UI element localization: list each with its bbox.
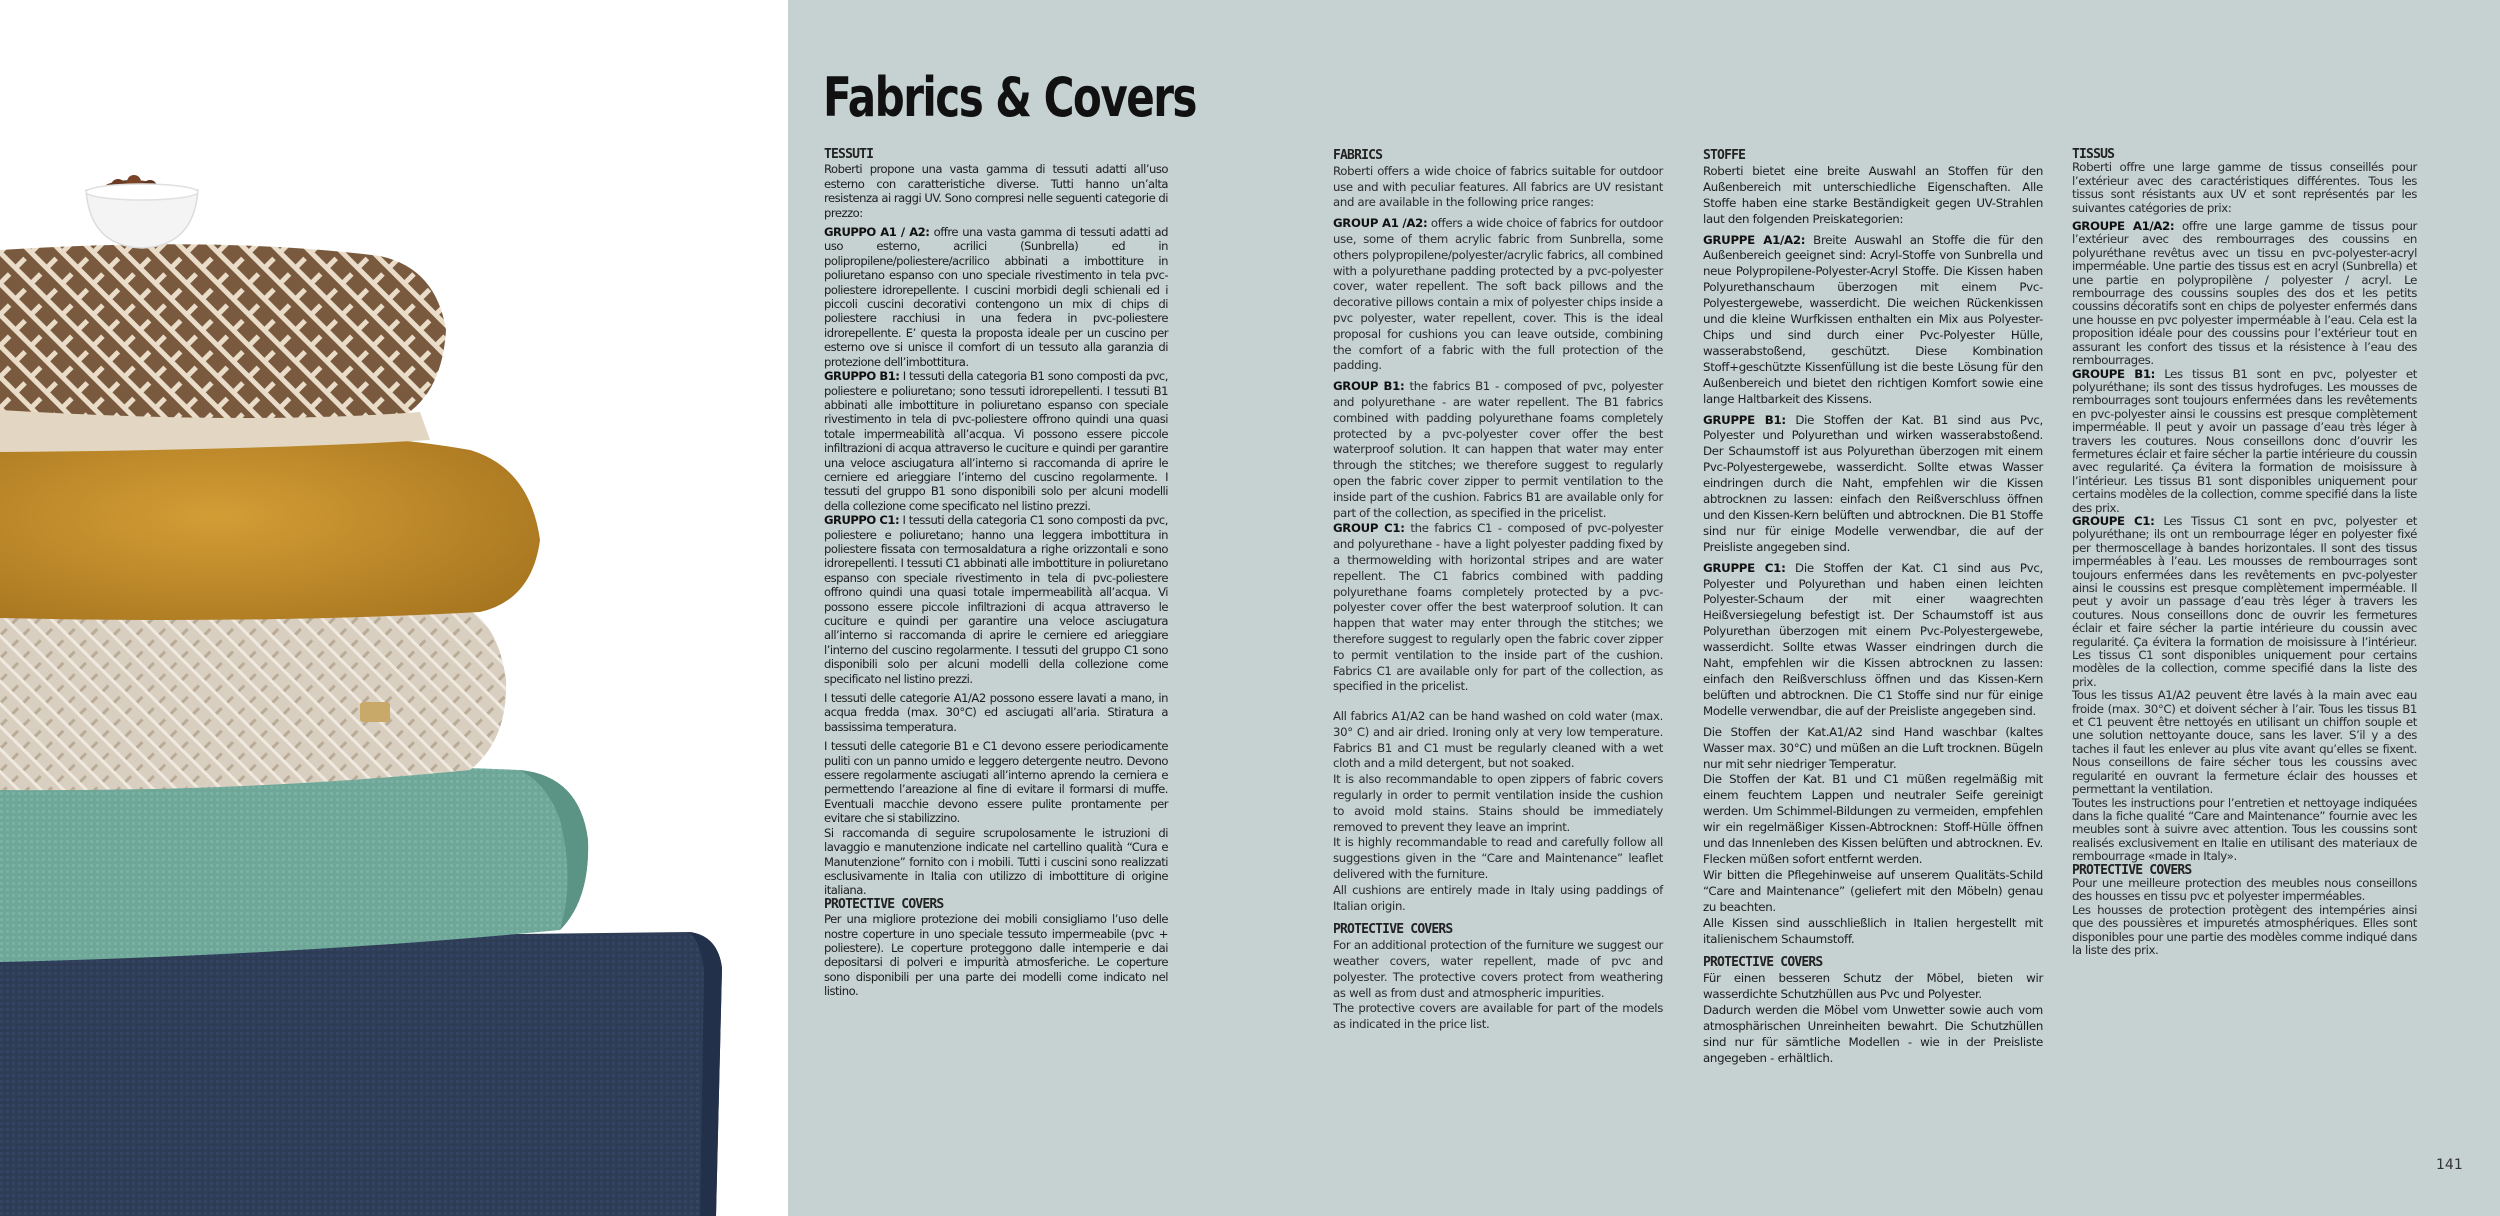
section-heading-covers: PROTECTIVE COVERS — [1703, 955, 1823, 971]
paragraph: GRUPPO A1 / A2: offre una vasta gamma di tessuti adatti ad uso esterno, acrilici (Sunbrella) ed in polipropilene/poliestere/acrilico abbinati a imbottiture in poliuretano espanso con uno speciale rivestimento in tela pvc-poliestere idrorepellente. I cuscini morbidi degli schienali ed i piccoli cuscini decorativi contengono un mix di chips di poliestere racchiusi in una federa in pvc-poliestere idrorepellente. E’ questa la proposta ideale per un cuscino per esterno ove si unisce il comfort di un tessuto alla garanzia di protezione dell’imbottitura. — [824, 225, 1168, 369]
paragraph: GRUPPE A1/A2: Breite Auswahl an Stoffe die für den Außenbereich geeignet sind: Acryl-Stoffe von Sunbrella und neue Polypropilene-Polyester-Acryl Stoffe. Die Kissen haben Polyurethanschaum überzogen mit einem Pvc-Polyestergewebe, wasserdicht. Die weichen Rückenkissen und die kleine Wurfkissen enthalten ein Mix aus Polyester-Chips und sind durch einer Pvc-Polyester Hülle, wasserabstoßend, geschützt. Diese Kombination Stoff+geschützte Kissenfüllung ist die beste Lösung für den Außenbereich und bietet den richtigen Komfort sowie eine lange Haltbarkeit des Kissens. — [1703, 232, 2043, 406]
cushion-teal — [0, 766, 588, 962]
paragraph: Les housses de protection protègent des intempéries ainsi que des poussières et impuretés atmosphériques. Elles sont disponibles pour une partie des modèles comme indiqué dans la liste des prix. — [2072, 902, 2417, 957]
paragraph: Alle Kissen sind ausschließlich in Italien hergestellt mit italienischem Schaumstoff. — [1703, 915, 2043, 946]
paragraph: Die Stoffen der Kat. B1 und C1 müßen regelmäßig mit einem feuchtem Lappen und neutraler Seife gereinigt werden. Um Schimmel-Bildungen zu vermeiden, empfehlen wir ein regelmäßiger Kissen-Abtrocknen: Stoff-Hülle öffnen und das Innenleben des Kissen belüften und abtrocknen. Ev. Flecken müßen sofort entfernt werden. — [1703, 772, 2043, 866]
group-label: GROUP C1: — [1333, 521, 1405, 536]
paragraph: The protective covers are available for part of the models as indicated in the price list. — [1333, 1001, 1663, 1032]
paragraph: Per una migliore protezione dei mobili consigliamo l’uso delle nostre coperture in uno speciale tessuto impermeabile (pvc + poliestere). Le coperture proteggono dalle intemperie e dai depositarsi di polveri e impurità atmosferiche. Le coperture sono disponibili per una parte dei modelli come indicato nel listino. — [824, 912, 1168, 999]
section-heading-tissus: TISSUS — [2072, 147, 2115, 162]
paragraph: All fabrics A1/A2 can be hand washed on cold water (max. 30° C) and air dried. Ironing only at very low temperature. Fabrics B1 and C1 must be regularly cleaned with a wet cloth and a mild detergent, but not soaked. — [1333, 709, 1663, 771]
column-italian — [824, 148, 1168, 999]
paragraph: Roberti offre une large gamme de tissus conseillés pour l’extérieur avec des caractéristiques différentes. Tous les tissus sont résistants aux UV et sont représentés par les suivantes catégories de prix: — [2072, 160, 2417, 215]
group-label: GROUP B1: — [1333, 379, 1405, 394]
text-panel — [788, 0, 2500, 1216]
page-title: Fabrics & Covers — [823, 66, 1196, 129]
cushion-mustard — [0, 431, 540, 620]
paragraph: GRUPPE C1: Die Stoffen der Kat. C1 sind aus Pvc, Polyester und Polyurethan und haben einen leichten Polyester-Schaum der mit einer waagrechten Heißversiegelung befestigt ist. Der Schaumstoff ist aus Polyurethan überzogen mit einem Pvc-Polyestergewebe, wasserdicht. Sollte etwas Wasser eindringen durch die Naht, empfehlen wir die Kissen abtrocknen zu lassen: einfach den Reißverschluss öffnen und das Kissen-Kern belüften und abtrocknen. Die C1 Stoffe sind nur für einige Modelle verwendbar, die auf der Preisliste angegeben sind. — [1703, 560, 2043, 718]
paragraph: It is highly recommandable to read and carefully follow all suggestions given in the “Care and Maintenance” leaflet delivered with the furniture. — [1333, 835, 1663, 882]
paragraph: GRUPPO B1: I tessuti della categoria B1 sono composti da pvc, poliestere e poliuretano; sono tessuti idrorepellenti. I tessuti B1 abbinati alle imbottiture in poliuretano espanso con speciale rivestimento in tela di pvc-poliestere offrono quindi una quasi totale impermeabilità all’acqua. Vi possono essere piccole infiltrazioni di acqua attraverso le cuciture e quindi per garantire una veloce asciugatura all’interno si raccomanda di aprire le cerniere ed arieggiare l’interno del cuscino regolarmente. I tessuti del gruppo B1 sono disponibili solo per alcuni modelli della collezione come specificato nel listino prezzi. — [824, 369, 1168, 513]
paragraph: All cushions are entirely made in Italy using paddings of Italian origin. — [1333, 882, 1663, 913]
group-label: GRUPPO C1: — [824, 513, 900, 528]
group-label: GROUP A1 /A2: — [1333, 216, 1428, 231]
group-label: GRUPPE A1/A2: — [1703, 232, 1806, 247]
cushion-beige-pattern — [0, 595, 506, 790]
group-label: GRUPPE C1: — [1703, 560, 1786, 575]
group-label: GROUPE C1: — [2072, 513, 2155, 528]
group-label: GROUPE A1/A2: — [2072, 219, 2175, 234]
paragraph: Pour une meilleure protection des meubles nous conseillons des housses en tissu pvc et polyester imperméables. — [2072, 875, 2417, 904]
paragraph: Si raccomanda di seguire scrupolosamente le istruzioni di lavaggio e manutenzione indicate nel cartellino qualità “Cura e Manutenzione” fornito con i mobili. Tutti i cuscini sono realizzati esclusivamente in Italia con utilizzo di imbottiture di origine italiana. — [824, 825, 1168, 898]
section-heading-covers: PROTECTIVE COVERS — [2072, 862, 2192, 878]
section-heading-covers: PROTECTIVE COVERS — [824, 896, 944, 912]
group-label: GRUPPE B1: — [1703, 412, 1786, 427]
paragraph: Roberti propone una vasta gamma di tessuti adatti all’uso esterno con caratteristiche diverse. Tutti hanno un’alta resistenza ai raggi UV. Sono compresi nelle seguenti categorie di prezzo: — [824, 162, 1168, 220]
cushion-stack-photo — [0, 0, 788, 1216]
paragraph: Die Stoffen der Kat.A1/A2 sind Hand waschbar (kaltes Wasser max. 30°C) und müßen an die Luft trocknen. Bügeln nur mit sehr niedriger Temperatur. — [1703, 724, 2043, 771]
section-heading-covers: PROTECTIVE COVERS — [1333, 922, 1453, 938]
paragraph: Roberti bietet eine breite Auswahl an Stoffen für den Außenbereich mit unterschiedliche Eigenschaften. Alle Stoffe haben eine starke Beständigkeit gegen UV-Strahlen laut den folgenden Preiskategorien: — [1703, 163, 2043, 226]
paragraph: Dadurch werden die Möbel vom Unwetter sowie auch vom atmosphärischen Unreinheiten bewahrt. Die Schutzhüllen sind nur für sämtliche Modellen - wie in der Preisliste angegeben - erhältlich. — [1703, 1003, 2043, 1065]
paragraph: Toutes les instructions pour l’entretien et nettoyage indiquées dans la fiche qualité “Care and Maintenance” fournie avec les meubles sont à suivre avec attention. Tous les coussins sont realisés exclusivement en Italie en utilisant des materiaux de rembourrage «made in Italy». — [2072, 795, 2417, 864]
column-german — [1703, 148, 2043, 1067]
column-english — [1333, 148, 1663, 1033]
section-heading-fabrics: FABRICS — [1333, 148, 1383, 163]
group-label: GROUPE B1: — [2072, 366, 2155, 381]
paragraph: GRUPPE B1: Die Stoffen der Kat. B1 sind aus Pvc, Polyester und Polyurethan und wirken wasserabstoßend. Der Schaumstoff ist aus Polyurethan überzogen mit einem Pvc-Polyestergewebe, wasserdicht. Sollte etwas Wasser eindringen durch die Naht, empfehlen wir die Kissen abtrocknen zu lassen: einfach den Reißverschluss öffnen und den Kissen-Kern belüften und abtrocknen. Die B1 Stoffe sind nur für einige Modelle verwendbar, die auf der Preisliste angegeben sind. — [1703, 412, 2043, 554]
paragraph: For an additional protection of the furniture we suggest our weather covers, water repellent, made of pvc and polyester. The protective covers protect from weathering as well as from dust and atmospheric impurities. — [1333, 938, 1663, 1000]
paragraph: Roberti offers a wide choice of fabrics suitable for outdoor use and with peculiar features. All fabrics are UV resistant and are available in the following price ranges: — [1333, 163, 1663, 210]
paragraph: Wir bitten die Pflegehinweise auf unserem Qualitäts-Schild “Care and Maintenance” (geliefert mit den Möbeln) genau zu beachten. — [1703, 867, 2043, 914]
paragraph: I tessuti delle categorie A1/A2 possono essere lavati a mano, in acqua fredda (max. 30°C) ed asciugati all’aria. Stiratura a bassissima temperatura. — [824, 691, 1168, 734]
paragraph: GROUP C1: the fabrics C1 - composed of pvc-polyester and polyurethane - have a light polyester padding fixed by a thermowelding with horizontal stripes and are water repellent. The C1 fabrics combined with padding polyurethane foams completely protected by a pvc-polyester cover offer the best waterproof solution. It can happen that water may enter through the stitches; we therefore suggest to regularly open the fabric cover zipper to permit ventilation to the inside part of the cushion. Fabrics C1 are available only for part of the collection, as specified in the pricelist. — [1333, 521, 1663, 694]
ottoman — [0, 932, 722, 1216]
bowl-of-nuts — [86, 175, 198, 248]
paragraph: GROUP A1 /A2: offers a wide choice of fabrics for outdoor use, some of them acrylic fabric from Sunbrella, some others polypropilene/polyester/acrylic fabrics, all combined with a polyurethane padding protected by a pvc-polyester cover, water repellent. The soft back pillows and the decorative pillows contain a mix of polyester chips inside a pvc polyester, water repellent, cover. This is the ideal proposal for cushions you can leave outside, combining the comfort of a fabric with the full protection of the padding. — [1333, 216, 1663, 373]
section-heading-stoffe: STOFFE — [1703, 148, 1746, 163]
page-number: 141 — [2436, 1157, 2463, 1173]
cushion-brown-pattern — [0, 244, 446, 452]
paragraph: I tessuti delle categorie B1 e C1 devono essere periodicamente puliti con un panno umido e leggero detergente neutro. Devono essere regolarmente asciugati all’interno aprendo la cerniera e permettendo l’areazione al fine di evitare il formarsi di muffe. Eventuali macchie devono essere pulite prontamente per evitare che si stabilizzino. — [824, 739, 1168, 826]
paragraph: GROUPE B1: Les tissus B1 sont en pvc, polyester et polyuréthane; ils sont des tissus hydrofuges. Les mousses de rembourrages sont toujours enfermées dans les revêtements en pvc-polyester ainsi le coussins est presque complètement imperméable. Il peut y avoir un passage d’eau très léger à travers les coutures. Nous conseillons donc d’ouvrir les fermetures éclair et faire sécher la partie intérieure du coussin avec regularité. Ça évitera la formation de moisissure à l’intérieur. Les tissus B1 sont disponibles uniquement pour certains modèles de la collection, comme specifié dans la liste des prix. — [2072, 366, 2418, 515]
section-heading-tessuti: TESSUTI — [824, 147, 874, 162]
paragraph: GROUPE A1/A2: offre une large gamme de tissus pour l’extérieur avec des rembourrages des coussins en polyuréthane revêtus avec un tissu en pvc-polyester-acryl imperméable. Une partie des tissus est en acryl (Sunbrella) et une partie en polypropilène / polyester / acryl. Le rembourrage des coussins souples des dos et les petits coussins décoratifs sont en chips de polyester enfermés dans une housse en pvc polyester imperméable à l’eau. Cela est la proposition idéale pour des coussins pour l’extérieur tout en assurant les confort des tissus et la résistence à l’eau des rembourrages. — [2072, 219, 2417, 368]
paragraph: Für einen besseren Schutz der Möbel, bieten wir wasserdichte Schutzhüllen aus Pvc und Polyester. — [1703, 971, 2043, 1002]
paragraph: Tous les tissus A1/A2 peuvent être lavés à la main avec eau froide (max. 30°C) et doivent sécher à l’air. Tous les tissus B1 et C1 peuvent être nettoyés en utilisant un chiffon souple et une solution nettoyante douce, sans les laver. S’il y a des taches il faut les enlever au plus vite avant qu’elles se fixent. Nous conseillons de faire sécher tous les coussins avec regularité en ouvrant la fermeture éclair des housses et permettant la ventilation. — [2072, 688, 2417, 797]
paragraph: GRUPPO C1: I tessuti della categoria C1 sono composti da pvc, poliestere e poliuretano; hanno una leggera imbottitura in poliestere fissata con termosaldatura a righe orizzontali e sono idrorepellenti. I tessuti C1 abbinati alle imbottiture in poliuretano espanso con speciale rivestimento in tela di pvc-poliestere offrono quindi una quasi totale impermeabilità all’acqua. Vi possono essere piccole infiltrazioni di acqua attraverso le cuciture e quindi per garantire una veloce asciugatura all’interno si raccomanda di aprire le cerniere ed arieggiare l’interno del cuscino regolarmente. I tessuti del gruppo C1 sono disponibili solo per alcuni modelli della collezione come specificato nel listino prezzi. — [824, 513, 1168, 686]
group-label: GRUPPO A1 / A2: — [824, 225, 930, 240]
column-french — [2072, 148, 2417, 957]
group-label: GRUPPO B1: — [824, 369, 900, 384]
paragraph: GROUPE C1: Les Tissus C1 sont en pvc, polyester et polyuréthane; ils ont un rembourrage léger en polyester fixé per thermoscellage à bandes horizontales. Il sont des tissus imperméables à l’eau. Les mousses de rembourrages sont toujours enfermées dans les revêtements en pvc-polyester ainsi le coussins est presque complètement imperméable. Il peut y avoir un passage d’eau très léger à travers les coutures. Nous conseillons donc de ouvrir les fermetures éclair et faire sécher la partie intérieure du coussin avec regularité. Ça évitera la formation de moisissure à l’intérieur. Les tissus C1 sont disponibles uniquement pour certains modèles de la collection, comme specifié dans la liste des prix. — [2072, 513, 2417, 689]
paragraph: GROUP B1: the fabrics B1 - composed of pvc, polyester and polyurethane - are water repellent. The B1 fabrics combined with padding polyurethane foams completely protected by a pvc-polyester cover offer the best waterproof solution. It can happen that water may enter through the stitches; we therefore suggest to regularly open the fabric cover zipper to permit ventilation to the inside part of the cushion. Fabrics B1 are available only for part of the collection, as specified in the pricelist. — [1333, 379, 1664, 520]
paragraph: It is also recommandable to open zippers of fabric covers regularly in order to permit ventilation inside the cushion to avoid mold stains. Stains should be immediately removed to prevent they leave an imprint. — [1333, 772, 1663, 834]
